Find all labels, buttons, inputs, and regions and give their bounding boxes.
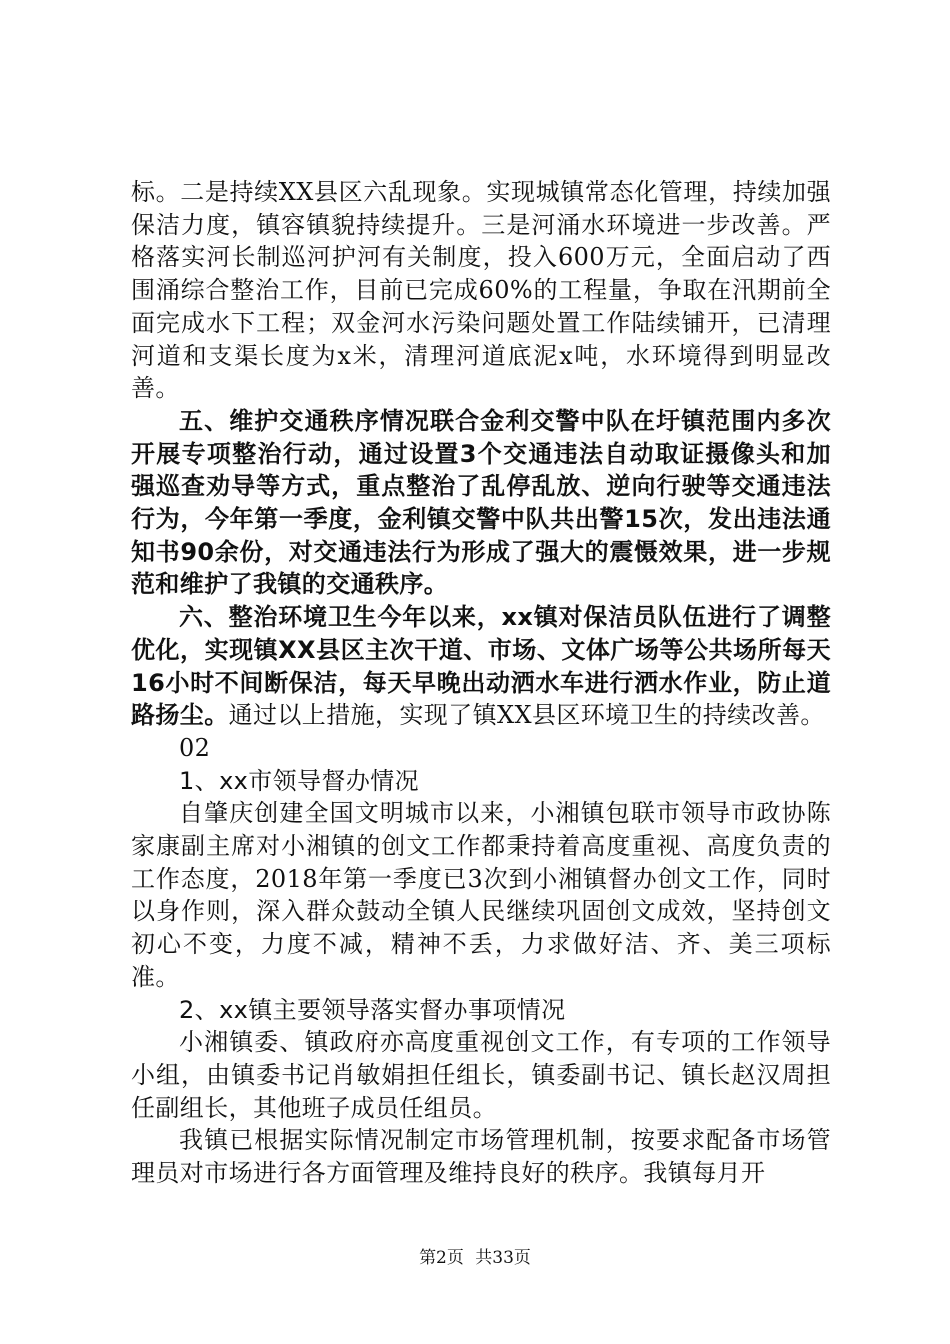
paragraph-environment-lead: 六、整治环境卫生今年以来，xx镇对保洁员队伍进行了调整优化，实现镇XX县区主次干道、市场、文体广场等公共场所每天16小时不间断保洁，每天早晚出动洒水车进行洒水作业，防止道路扬尘。 — [131, 603, 831, 730]
heading-town-leader-implementation: 2、xx镇主要领导落实督办事项情况 — [179, 995, 566, 1024]
page-total: 共33页 — [475, 1248, 531, 1268]
paragraph-market-management: 我镇已根据实际情况制定市场管理机制，按要求配备市场管理员对市场进行各方面管理及维持良好的秩序。我镇每月开 — [131, 1126, 831, 1188]
document-body — [131, 176, 831, 1190]
paragraph-town-leader-group: 小湘镇委、镇政府亦高度重视创文工作，有专项的工作领导小组，由镇委书记肖敏娟担任组长，镇委副书记、镇长赵汉周担任副组长，其他班子成员任组员。 — [131, 1028, 831, 1122]
section-number: 02 — [179, 733, 211, 762]
heading-city-leader-supervision: 1、xx市领导督办情况 — [179, 766, 420, 795]
paragraph-traffic-order: 五、维护交通秩序情况联合金利交警中队在圩镇范围内多次开展专项整治行动，通过设置3个交通违法自动取证摄像头和加强巡查劝导等方式，重点整治了乱停乱放、逆向行驶等交通违法行为，今年第一季度，金利镇交警中队共出警15次，发出违法通知书90余份，对交通违法行为形成了强大的震慑效果，进一步规范和维护了我镇的交通秩序。 — [131, 406, 831, 599]
paragraph-environment-tail: 通过以上措施，实现了镇XX县区环境卫生的持续改善。 — [228, 701, 825, 730]
page-number: 第2页 — [419, 1248, 464, 1268]
page-footer — [0, 1243, 950, 1268]
paragraph-city-leader-supervision: 自肇庆创建全国文明城市以来，小湘镇包联市领导市政协陈家康副主席对小湘镇的创文工作都秉持着高度重视、高度负责的工作态度，2018年第一季度已3次到小湘镇督办创文工作，同时以身作则，深入群众鼓动全镇人民继续巩固创文成效，坚持创文初心不变，力度不减，精神不丢，力求做好洁、齐、美三项标准。 — [131, 799, 831, 991]
paragraph-sanitation-cont: 标。二是持续XX县区六乱现象。实现城镇常态化管理，持续加强保洁力度，镇容镇貌持续提升。三是河涌水环境进一步改善。严格落实河长制巡河护河有关制度，投入600万元，全面启动了西围涌综合整治工作，目前已完成60%的工程量，争取在汛期前全面完成水下工程；双金河水污染问题处置工作陆续铺开，已清理河道和支渠长度为x米，清理河道底泥x吨，水环境得到明显改善。 — [131, 178, 831, 403]
paragraph-environment-hygiene — [131, 601, 831, 732]
